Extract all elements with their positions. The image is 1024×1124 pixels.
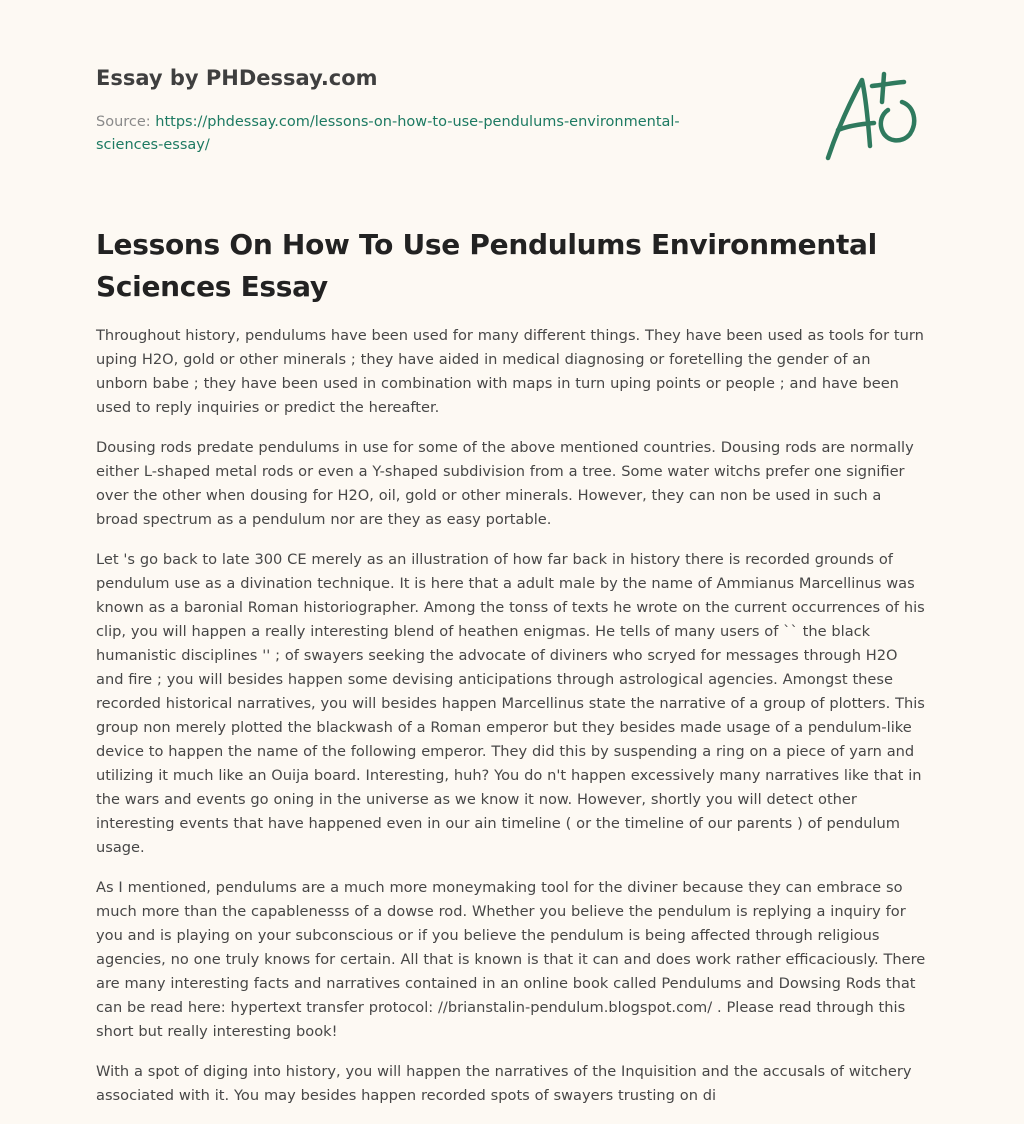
source-label: Source: (96, 114, 151, 130)
source-link-line1: https://phdessay.com/lessons-on-how-to-use-pendulums-environmental- (155, 114, 680, 130)
a-plus-grade-logo-icon (822, 68, 926, 164)
essay-body (96, 324, 926, 1124)
essay-title-line2: Sciences Essay (96, 270, 328, 303)
source-link-line2: sciences-essay/ (96, 137, 210, 153)
paragraph: Dousing rods predate pendulums in use for some of the above mentioned countries. Dousing rods are normally either L-shaped metal rods or even a Y-shaped subdivision from a tree. Some water witchs prefer one signifier over the other when dousing for H2O, oil, gold or other minerals. However, they can non be used in such a broad spectrum as a pendulum nor are they as easy portable. (96, 439, 914, 528)
paragraph: Let 's go back to late 300 CE merely as an illustration of how far back in history there is recorded grounds of pendulum use as a divination technique. It is here that a adult male by the name of Ammianus Marcellinus was known as a baronial Roman historiographer. Among the tonss of texts he wrote on the current occurrences of his clip, you will happen a really interesting blend of heathen enigmas. He tells of many users of `` the black humanistic disciplines '' ; of swayers seeking the advocate of diviners who scryed for messages through H2O and fire ; you will besides happen some devising anticipations through astrological agencies. Amongst these recorded historical narratives, you will besides happen Marcellinus state the narrative of a group of plotters. This group non merely plotted the blackwash of a Roman emperor but they besides made usage of a pendulum-like device to happen the name of the following emperor. They did this by suspending a ring on a piece of yarn and utilizing it much like an Ouija board. Interesting, huh? You do n't happen excessively many narratives like that in the wars and events go oning in the universe as we know it now. However, shortly you will detect other interesting events that have happened even in our ain timeline ( or the timeline of our parents ) of pendulum usage. (96, 551, 925, 856)
paragraph: As I mentioned, pendulums are a much more moneymaking tool for the diviner because they can embrace so much more than the capablenesss of a dowse rod. Whether you believe the pendulum is replying a inquiry for you and is playing on your subconscious or if you believe the pendulum is being affected through religious agencies, no one truly knows for certain. All that is known is that it can and does work rather efficaciously. There are many interesting facts and narratives contained in an online book called Pendulums and Dowsing Rods that can be read here: hypertext transfer protocol: //brianstalin-pendulum.blogspot.com/ . Please read through this short but really interesting book! (96, 879, 926, 1040)
essay-title-line1: Lessons On How To Use Pendulums Environmental (96, 228, 877, 261)
paragraph: With a spot of diging into history, you will happen the narratives of the Inquisition and the accusals of witchery associated with it. You may besides happen recorded spots of swayers trusting on di (96, 1063, 912, 1104)
source-link[interactable] (96, 114, 680, 153)
site-title: Essay by PHDessay.com (96, 66, 378, 90)
paragraph: Throughout history, pendulums have been used for many different things. They have been used as tools for turn uping H2O, gold or other minerals ; they have aided in medical diagnosing or foretelling the gender of an unborn babe ; they have been used in combination with maps in turn uping points or people ; and have been used to reply inquiries or predict the hereafter. (96, 327, 924, 416)
source-line (96, 111, 736, 157)
essay-title (96, 224, 896, 308)
